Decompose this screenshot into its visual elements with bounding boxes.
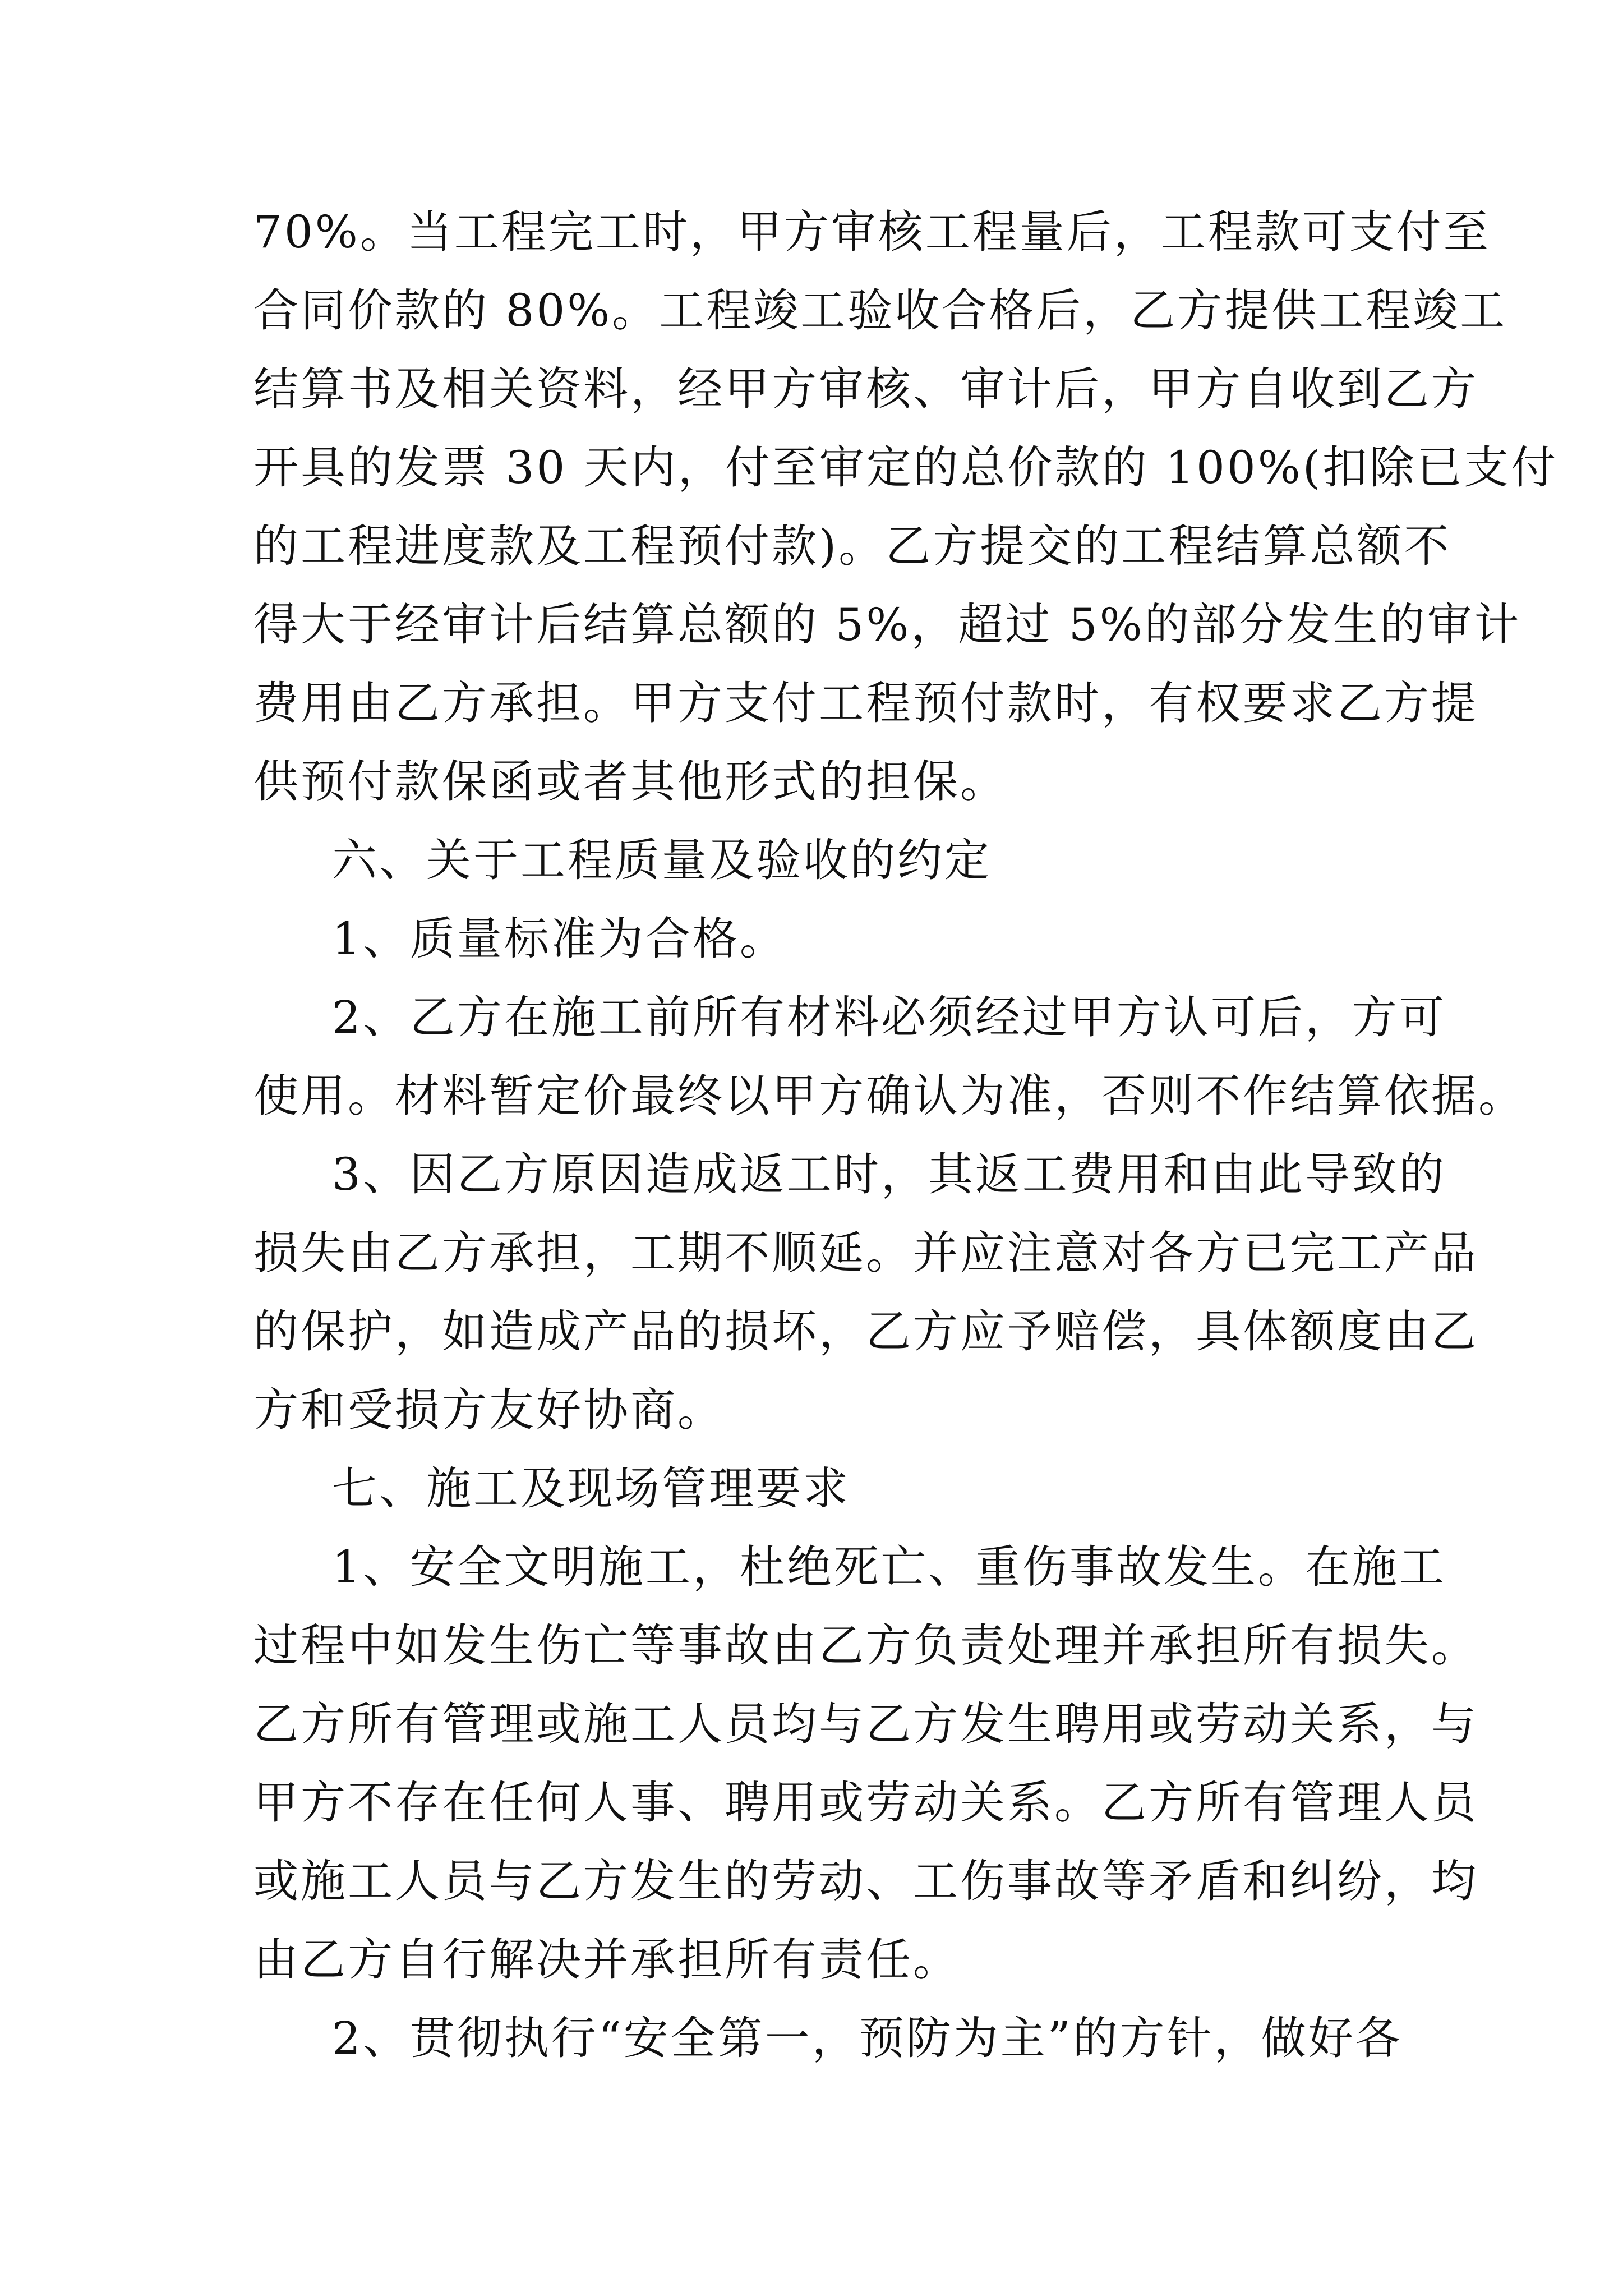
section-heading: 七、施工及现场管理要求	[332, 1462, 850, 1515]
text-line: 甲方不存在任何人事、聘用或劳动关系。乙方所有管理人员	[253, 1777, 1478, 1829]
text-line: 供预付款保函或者其他形式的担保。	[253, 756, 1007, 808]
text-line: 费用由乙方承担。甲方支付工程预付款时，有权要求乙方提	[253, 677, 1478, 729]
text-line: 结算书及相关资料，经甲方审核、审计后，甲方自收到乙方	[253, 363, 1478, 415]
text-line: 3、因乙方原因造成返工时，其返工费用和由此导致的	[332, 1148, 1446, 1200]
text-line: 70%。当工程完工时，甲方审核工程量后，工程款可支付至	[253, 206, 1491, 258]
text-line: 使用。材料暂定价最终以甲方确认为准，否则不作结算依据。	[253, 1070, 1525, 1122]
text-line: 2、乙方在施工前所有材料必须经过甲方认可后，方可	[332, 991, 1446, 1043]
text-line: 过程中如发生伤亡等事故由乙方负责处理并承担所有损失。	[253, 1619, 1478, 1672]
text-line: 乙方所有管理或施工人员均与乙方发生聘用或劳动关系，与	[253, 1698, 1478, 1750]
text-line: 的工程进度款及工程预付款)。乙方提交的工程结算总额不	[253, 520, 1451, 572]
text-line: 合同价款的 80%。工程竣工验收合格后，乙方提供工程竣工	[253, 284, 1507, 337]
text-line: 方和受损方友好协商。	[253, 1384, 725, 1436]
text-line: 的保护，如造成产品的损坏，乙方应予赔偿，具体额度由乙	[253, 1305, 1478, 1358]
text-line: 或施工人员与乙方发生的劳动、工伤事故等矛盾和纠纷，均	[253, 1855, 1478, 1907]
section-heading: 六、关于工程质量及验收的约定	[332, 834, 992, 886]
text-line: 损失由乙方承担，工期不顺延。并应注意对各方已完工产品	[253, 1227, 1478, 1279]
text-line: 开具的发票 30 天内，付至审定的总价款的 100%(扣除已支付	[253, 441, 1559, 494]
text-line: 得大于经审计后结算总额的 5%，超过 5%的部分发生的审计	[253, 599, 1521, 651]
text-line: 1、质量标准为合格。	[332, 913, 787, 965]
text-line: 由乙方自行解决并承担所有责任。	[253, 1934, 960, 1986]
document-body	[253, 193, 1559, 2078]
text-line: 2、贯彻执行“安全第一，预防为主”的方针，做好各	[332, 2012, 1403, 2064]
text-line: 1、安全文明施工，杜绝死亡、重伤事故发生。在施工	[332, 1541, 1446, 1593]
